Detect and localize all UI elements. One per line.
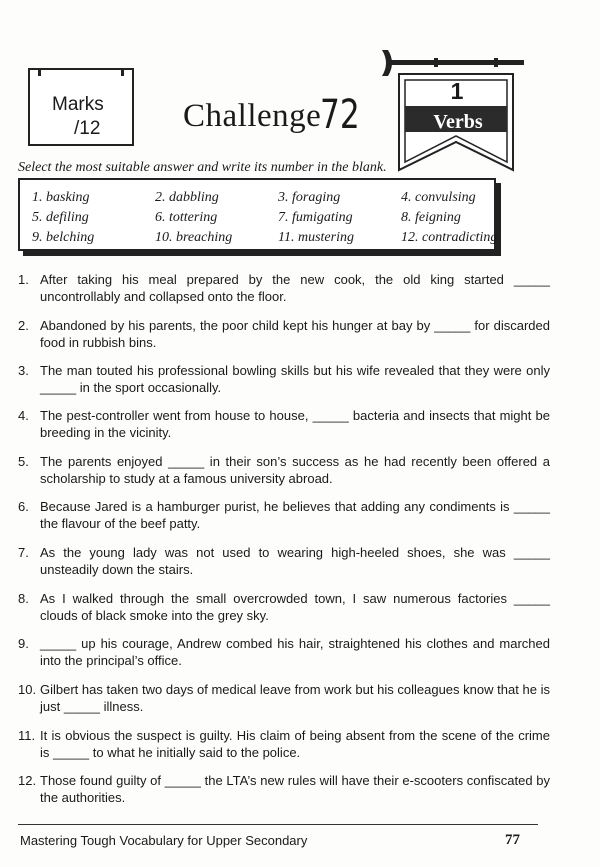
options-box	[18, 178, 496, 251]
marks-total: /12	[74, 118, 101, 139]
option-4: 4. convulsing	[401, 190, 476, 205]
challenge-number: 72	[320, 92, 360, 138]
banner-number: 1	[450, 78, 464, 104]
question-text: The man touted his professional bowling skills but his wife revealed that they were only _____ in the sport occasionally.	[40, 363, 550, 395]
question-text: _____ up his courage, Andrew combed his hair, straightened his clothes and marched into the principal’s office.	[40, 636, 550, 668]
question-text: Gilbert has taken two days of medical leave from work but his colleagues know that he is just _____ illness.	[40, 682, 550, 714]
option-10: 10. breaching	[155, 230, 233, 245]
question-text: It is obvious the suspect is guilty. His claim of being absent from the scene of the crime is _____ to what he initially said to the police.	[40, 728, 550, 760]
question-text: Abandoned by his parents, the poor child kept his hunger at bay by _____ for discarded food in rubbish bins.	[40, 318, 550, 350]
question-text: As the young lady was not used to wearing high-heeled shoes, she was _____ unsteadily down the stairs.	[40, 545, 550, 577]
marks-box	[28, 74, 134, 146]
option-9: 9. belching	[32, 230, 95, 245]
footer-book-title: Mastering Tough Vocabulary for Upper Secondary	[20, 833, 308, 848]
page-title: Challenge	[183, 98, 322, 134]
marks-box-tab	[28, 68, 134, 76]
banner-category: Verbs	[433, 111, 483, 133]
page-number: 77	[505, 832, 520, 848]
question-text: The pest-controller went from house to house, _____ bacteria and insects that might be breeding in the vicinity.	[40, 408, 550, 440]
question-number: 8.	[18, 591, 29, 606]
question-number: 3.	[18, 363, 29, 378]
option-7: 7. fumigating	[278, 210, 353, 225]
question-number: 10.	[18, 682, 37, 697]
option-1: 1. basking	[32, 190, 90, 205]
question-number: 4.	[18, 408, 29, 423]
option-5: 5. defiling	[32, 210, 89, 225]
question-text: Because Jared is a hamburger purist, he believes that adding any condiments is _____ the flavour of the beef patty.	[40, 499, 550, 531]
question-number: 11.	[18, 728, 36, 743]
marks-label: Marks	[52, 94, 104, 115]
question-number: 9.	[18, 636, 29, 651]
footer-divider	[18, 824, 538, 825]
option-11: 11. mustering	[278, 230, 354, 245]
question-number: 7.	[18, 545, 29, 560]
option-6: 6. tottering	[155, 210, 218, 225]
question-number: 1.	[18, 272, 29, 287]
question-text: The parents enjoyed _____ in their son’s success as he had recently been offered a scholarship to study at a famous university abroad.	[40, 454, 550, 486]
question-text: After taking his meal prepared by the new cook, the old king started _____ uncontrollably and collapsed onto the floor.	[40, 272, 550, 304]
option-8: 8. feigning	[401, 210, 461, 225]
question-text: Those found guilty of _____ the LTA’s new rules will have their e-scooters confiscated by the authorities.	[40, 773, 550, 805]
option-2: 2. dabbling	[155, 190, 219, 205]
question-number: 6.	[18, 499, 29, 514]
question-number: 5.	[18, 454, 29, 469]
option-3: 3. foraging	[278, 190, 341, 205]
question-text: As I walked through the small overcrowded town, I saw numerous factories _____ clouds of black smoke into the grey sky.	[40, 591, 550, 623]
option-12: 12. contradicting	[401, 230, 498, 245]
question-number: 2.	[18, 318, 29, 333]
instruction-text: Select the most suitable answer and write its number in the blank.	[18, 160, 387, 175]
question-number: 12.	[18, 773, 37, 788]
